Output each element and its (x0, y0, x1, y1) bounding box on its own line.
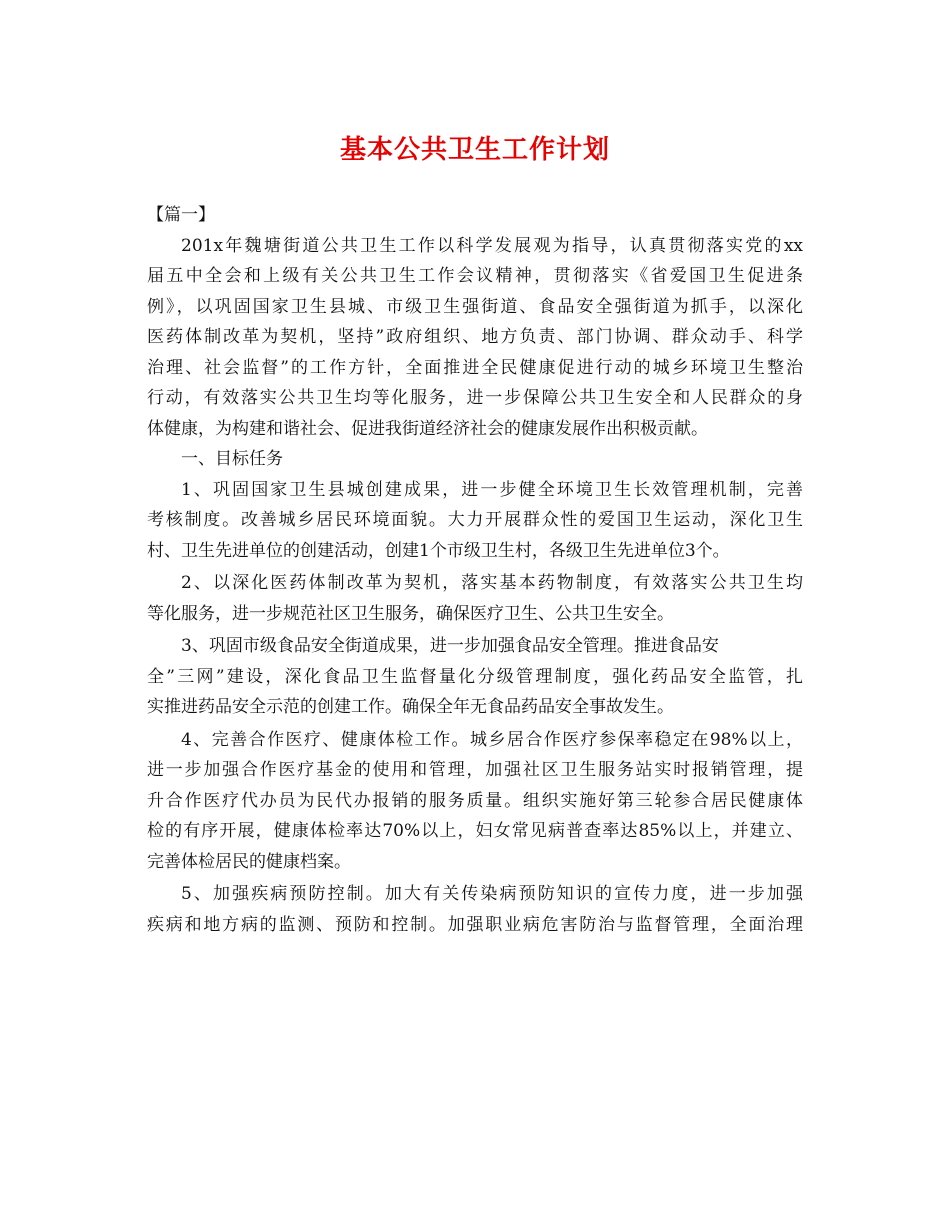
text-line: 检的有序开展，健康体检率达70%以上，妇女常见病普查率达85%以上，并建立、 (147, 821, 803, 841)
text-line: 疾病和地方病的监测、预防和控制。加强职业病危害防治与监督管理，全面治理 (147, 914, 803, 935)
text-line: 实推进药品安全示范的创建工作。确保全年无食品药品安全事故发生。 (147, 697, 674, 717)
text-line: 等化服务，进一步规范社区卫生服务，确保医疗卫生、公共卫生安全。 (147, 603, 674, 624)
text-line: 进一步加强合作医疗基金的使用和管理，加强社区卫生服务站实时报销管理，提 (147, 760, 803, 780)
text-line: 3、巩固市级食品安全街道成果，进一步加强食品安全管理。推进食品安 (181, 636, 719, 656)
text-line: 村、卫生先进单位的创建活动，创建1个市级卫生村，各级卫生先进单位3个。 (147, 540, 730, 561)
text-line: 5、加强疾病预防控制。加大有关传染病预防知识的宣传力度，进一步加强 (181, 884, 803, 904)
text-line: 一、目标任务 (181, 449, 283, 469)
text-line: 考核制度。改善城乡居民环境面貌。大力开展群众性的爱国卫生运动，深化卫生 (147, 510, 803, 530)
text-line: 2、以深化医药体制改革为契机，落实基本药物制度，有效落实公共卫生均 (181, 573, 803, 593)
text-line: 升合作医疗代办员为民代办报销的服务质量。组织实施好第三轮参合居民健康体 (147, 790, 803, 811)
text-line: 1、巩固国家卫生县城创建成果，进一步健全环境卫生长效管理机制，完善 (181, 479, 803, 500)
text-line: 体健康，为构建和谐社会、促进我街道经济社会的健康发展作出积极贡献。 (147, 418, 708, 439)
text-line: 医药体制改革为契机，坚持”政府组织、地方负责、部门协调、群众动手、科学 (147, 327, 803, 347)
text-line: 行动，有效落实公共卫生均等化服务，进一步保障公共卫生安全和人民群众的身 (147, 388, 803, 408)
text-line: 治理、社会监督”的工作方针，全面推进全民健康促进行动的城乡环境卫生整治 (147, 357, 803, 378)
text-line: 例》，以巩固国家卫生县城、市级卫生强街道、食品安全强街道为抓手，以深化 (147, 296, 803, 317)
text-line: 完善体检居民的健康档案。 (147, 851, 351, 872)
document-title: 基本公共卫生工作计划 (339, 135, 610, 165)
document-body (147, 200, 803, 940)
text-line: 届五中全会和上级有关公共卫生工作会议精神，贯彻落实《省爱国卫生促进条 (147, 266, 803, 286)
text-line: 201x年魏塘街道公共卫生工作以科学发展观为指导，认真贯彻落实党的xx (181, 235, 803, 256)
text-line: 4、完善合作医疗、健康体检工作。城乡居合作医疗参保率稳定在98%以上， (181, 729, 803, 750)
text-line: 【篇一】 (147, 205, 215, 225)
text-line: 全”三网”建设，深化食品卫生监督量化分级管理制度，强化药品安全监管，扎 (147, 666, 803, 687)
